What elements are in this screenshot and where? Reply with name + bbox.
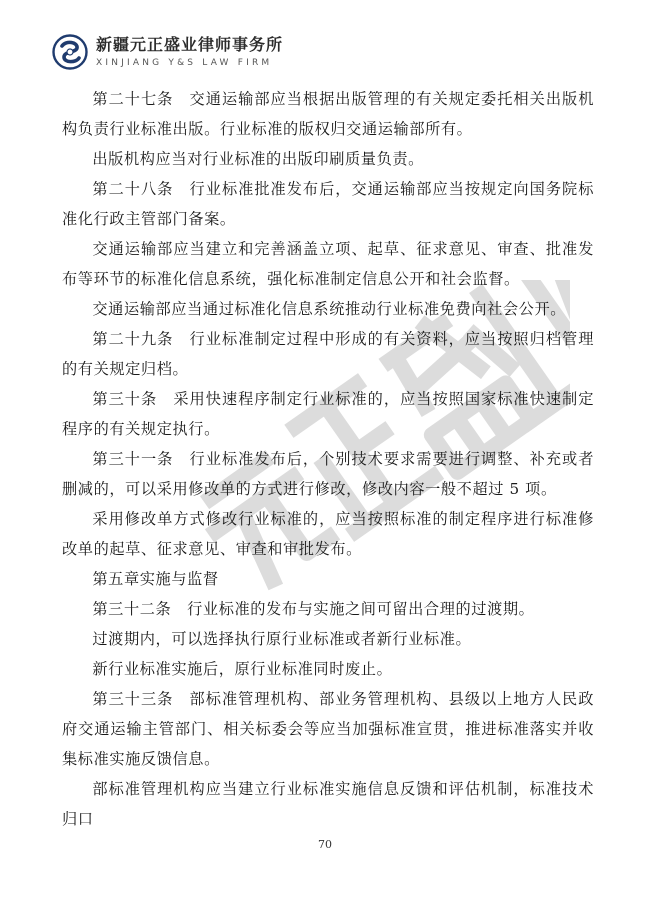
paragraph-transition-period: 过渡期内，可以选择执行原行业标准或者新行业标准。 <box>92 630 472 648</box>
paragraph-article-32: 第三十二条 行业标准的发布与实施之间可留出合理的过渡期。 <box>92 600 535 618</box>
paragraph-info-system: 交通运输部应当建立和完善涵盖立项、起草、征求意见、审查、批准发布等环节的标准化信息系统，强化标准制定信息公开和社会监督。 <box>62 240 594 288</box>
chapter-heading-5: 第五章实施与监督 <box>92 570 219 588</box>
firm-name-chinese: 新疆元正盛业律师事务所 <box>96 35 284 54</box>
paragraph-article-30: 第三十条 采用快速程序制定行业标准的，应当按照国家标准快速制定程序的有关规定执行。 <box>62 390 594 438</box>
firm-name <box>96 35 283 69</box>
paragraph-publisher-duty: 出版机构应当对行业标准的出版印刷质量负责。 <box>92 150 424 168</box>
page-header <box>52 30 283 74</box>
paragraph-article-27: 第二十七条 交通运输部应当根据出版管理的有关规定委托相关出版机构负责行业标准出版。行业标准的版权归交通运输部所有。 <box>62 90 594 138</box>
firm-logo-icon <box>52 34 88 70</box>
document-body <box>62 84 594 834</box>
paragraph-feedback-mechanism: 部标准管理机构应当建立行业标准实施信息反馈和评估机制，标准技术归口 <box>62 780 594 828</box>
paragraph-free-disclosure: 交通运输部应当通过标准化信息系统推动行业标准免费向社会公开。 <box>92 300 567 318</box>
paragraph-old-standard-repeal: 新行业标准实施后，原行业标准同时废止。 <box>92 660 393 678</box>
paragraph-article-31: 第三十一条 行业标准发布后，个别技术要求需要进行调整、补充或者删减的，可以采用修改单的方式进行修改，修改内容一般不超过 5 项。 <box>62 450 594 498</box>
paragraph-article-33: 第三十三条 部标准管理机构、部业务管理机构、县级以上地方人民政府交通运输主管部门、相关标委会等应当加强标准宣贯，推进标准落实并收集标准实施反馈信息。 <box>62 690 594 768</box>
paragraph-amendment-procedure: 采用修改单方式修改行业标准的，应当按照标准的制定程序进行标准修改单的起草、征求意见、审查和审批发布。 <box>62 510 594 558</box>
firm-name-english: XINJIANG Y&S LAW FIRM <box>96 58 273 68</box>
paragraph-article-28: 第二十八条 行业标准批准发布后，交通运输部应当按规定向国务院标准化行政主管部门备案。 <box>62 180 594 228</box>
page-number: 70 <box>318 838 332 851</box>
paragraph-article-29: 第二十九条 行业标准制定过程中形成的有关资料，应当按照归档管理的有关规定归档。 <box>62 330 594 378</box>
